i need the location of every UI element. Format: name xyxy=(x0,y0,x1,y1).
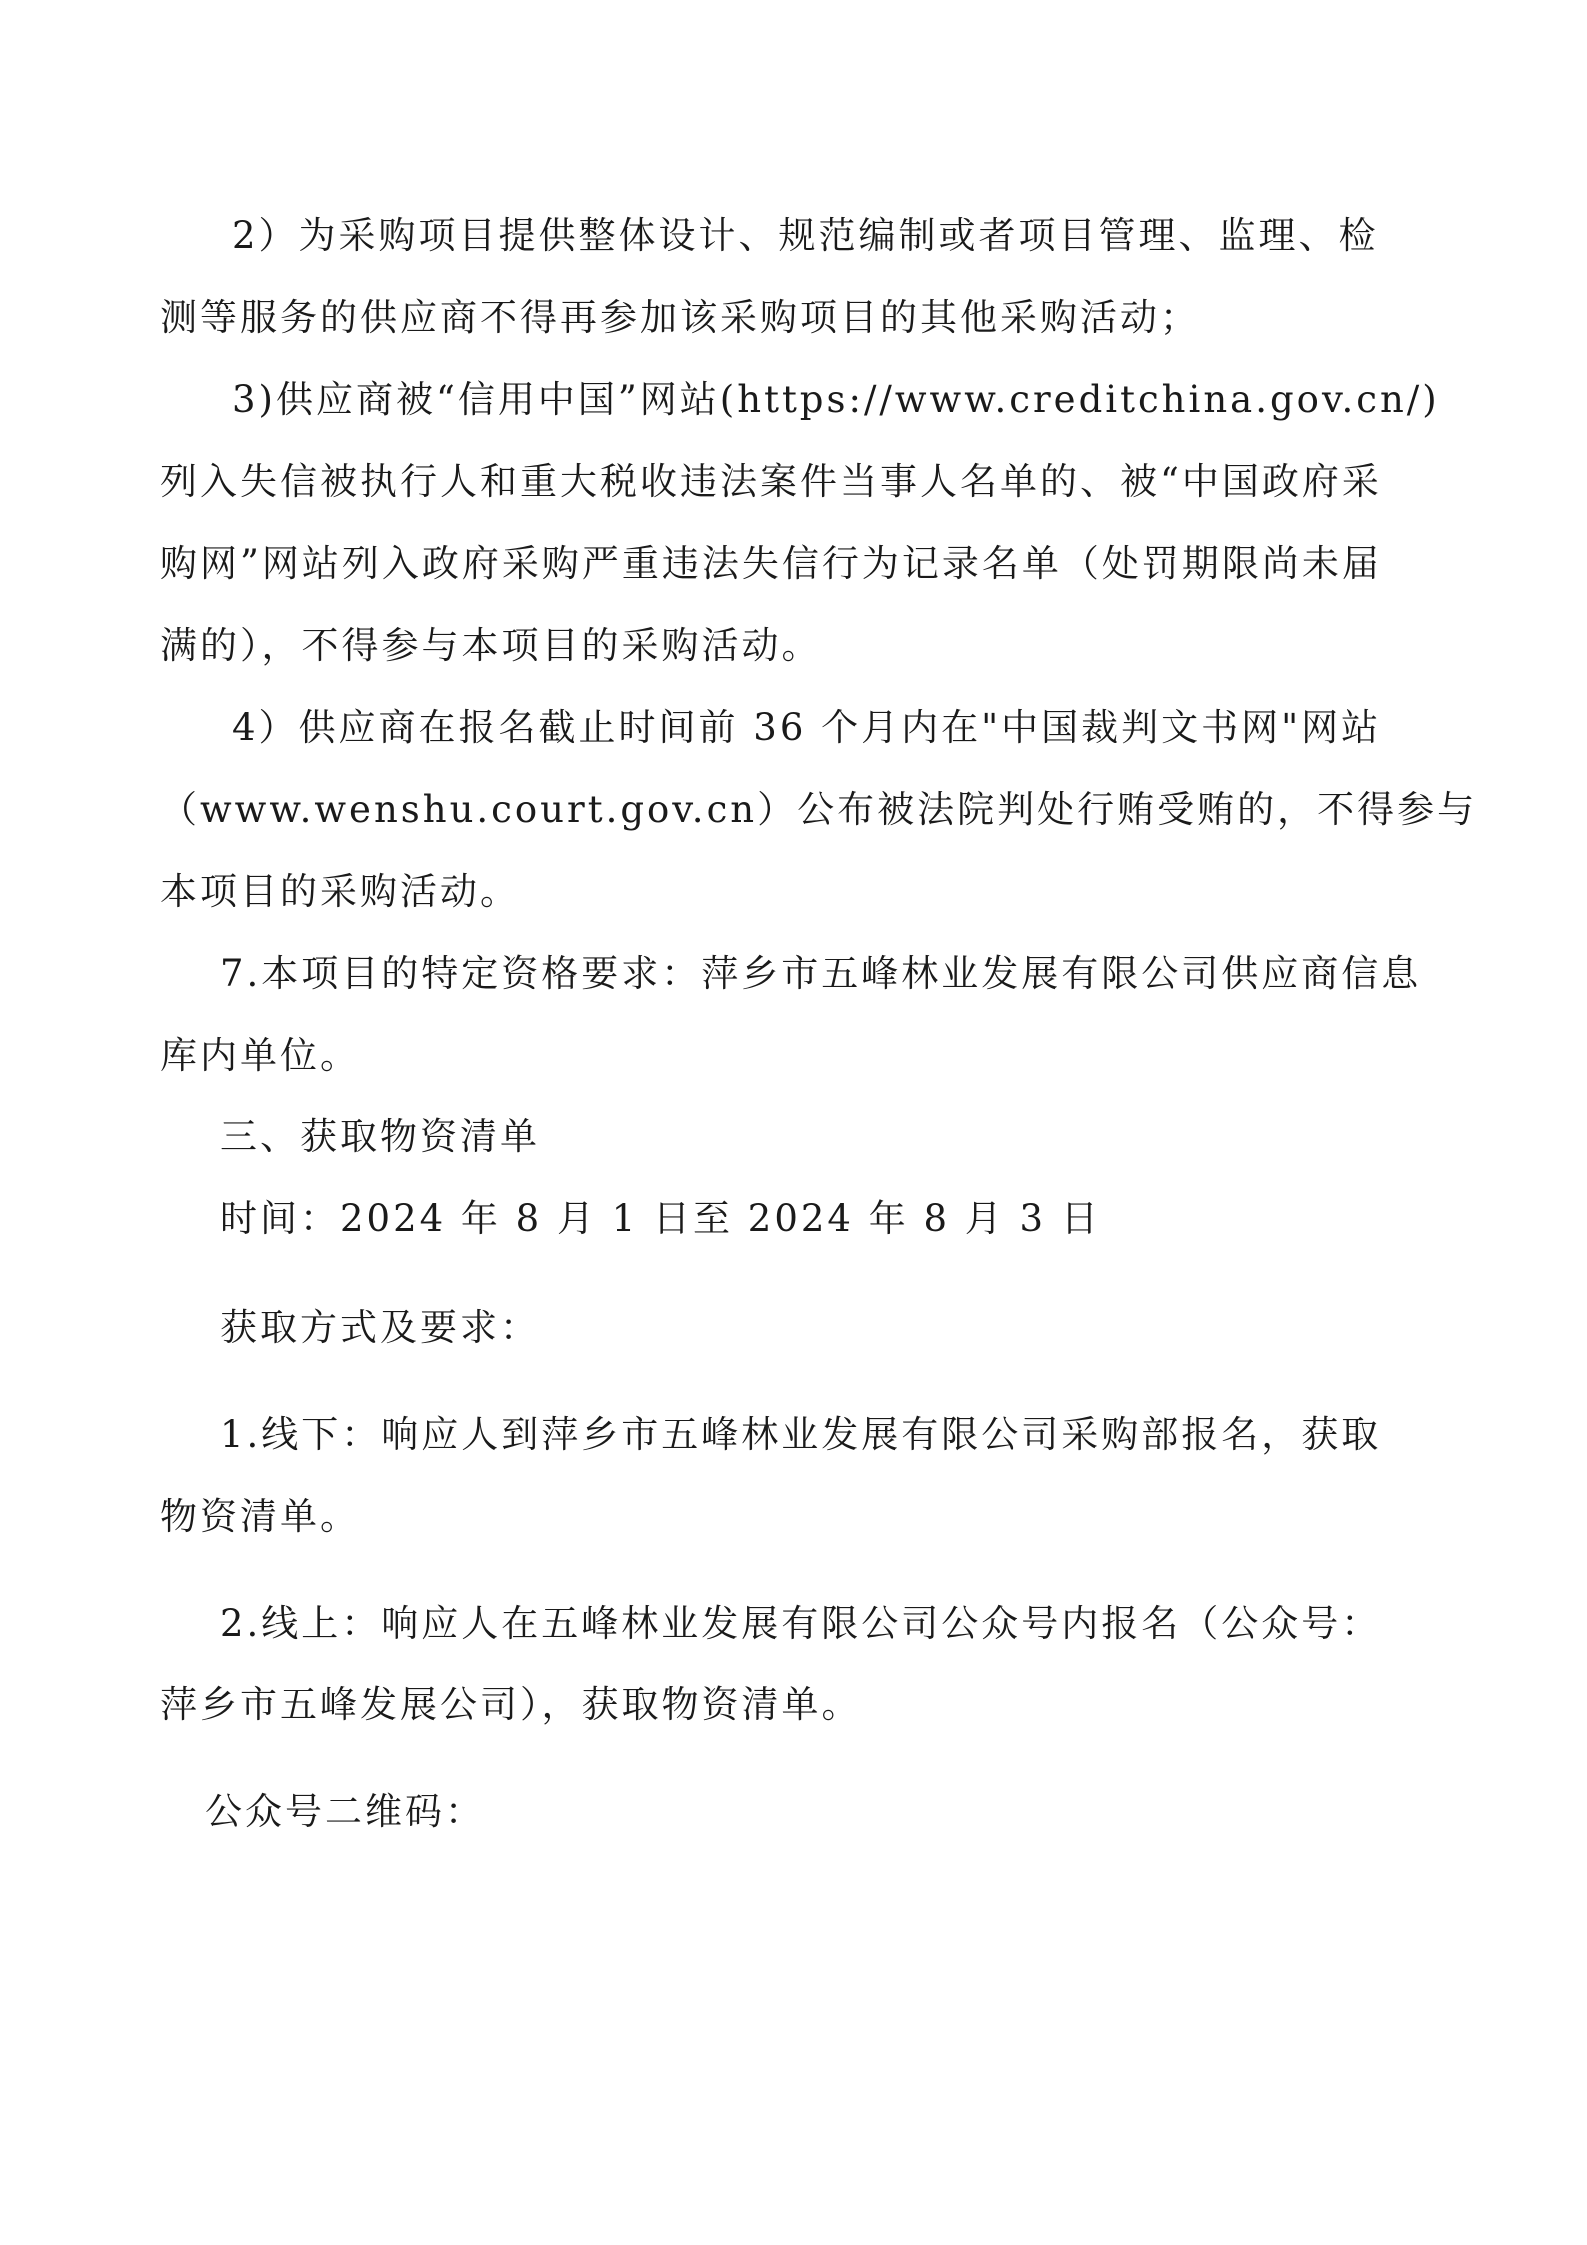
text-line: 2）为采购项目提供整体设计、规范编制或者项目管理、监理、检 xyxy=(232,214,1379,257)
text-line: 3)供应商被“信用中国”网站(https://www.creditchina.gov.cn/) xyxy=(232,378,1440,421)
text-line: 列入失信被执行人和重大税收违法案件当事人名单的、被“中国政府采 xyxy=(160,460,1382,503)
text-line: 4）供应商在报名截止时间前 36 个月内在"中国裁判文书网"网站 xyxy=(232,706,1382,749)
text-line: 时间：2024 年 8 月 1 日至 2024 年 8 月 3 日 xyxy=(220,1197,1101,1240)
text-line: 库内单位。 xyxy=(160,1034,360,1077)
text-line: （www.wenshu.court.gov.cn）公布被法院判处行贿受贿的，不得参与 xyxy=(160,788,1478,831)
text-line: 购网”网站列入政府采购严重违法失信行为记录名单（处罚期限尚未届 xyxy=(160,542,1382,585)
text-line: 萍乡市五峰发展公司），获取物资清单。 xyxy=(160,1683,862,1726)
text-line: 本项目的采购活动。 xyxy=(160,870,520,913)
text-line: 物资清单。 xyxy=(160,1495,360,1538)
text-line: 2.线上：响应人在五峰林业发展有限公司公众号内报名（公众号： xyxy=(220,1602,1382,1645)
text-line: 7.本项目的特定资格要求：萍乡市五峰林业发展有限公司供应商信息 xyxy=(220,952,1422,995)
text-line: 获取方式及要求： xyxy=(220,1306,540,1349)
text-line: 满的），不得参与本项目的采购活动。 xyxy=(160,624,822,667)
section-heading: 三、获取物资清单 xyxy=(220,1115,540,1158)
text-line: 1.线下：响应人到萍乡市五峰林业发展有限公司采购部报名，获取 xyxy=(220,1413,1382,1456)
qr-code-label: 公众号二维码： xyxy=(205,1790,485,1833)
text-line: 测等服务的供应商不得再参加该采购项目的其他采购活动； xyxy=(160,296,1200,339)
